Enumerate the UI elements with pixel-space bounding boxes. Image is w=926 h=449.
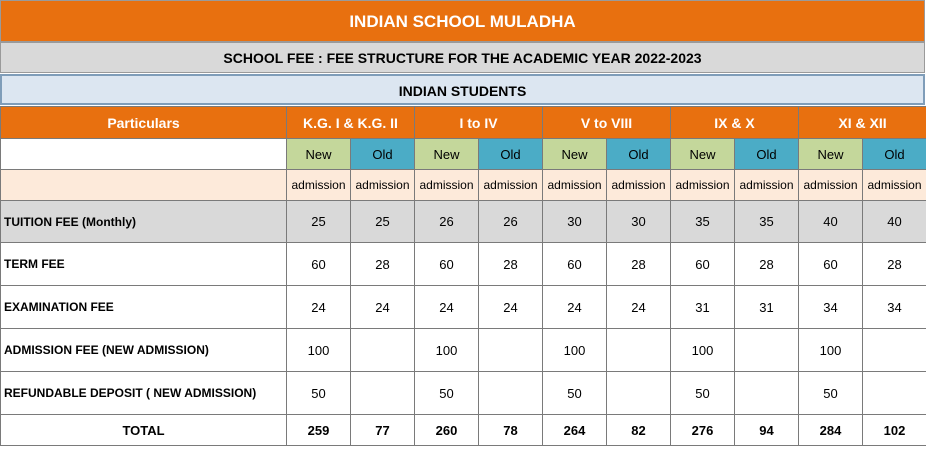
total-cell: 77 bbox=[351, 415, 415, 446]
total-row bbox=[1, 415, 926, 446]
admission-subheader: admission bbox=[543, 170, 607, 201]
old-header: Old bbox=[351, 139, 415, 170]
row-label: EXAMINATION FEE bbox=[1, 286, 287, 329]
row-label: ADMISSION FEE (NEW ADMISSION) bbox=[1, 329, 287, 372]
fee-cell bbox=[863, 329, 926, 372]
row-label: REFUNDABLE DEPOSIT ( NEW ADMISSION) bbox=[1, 372, 287, 415]
total-cell: 259 bbox=[287, 415, 351, 446]
group-header-5-8: V to VIII bbox=[543, 107, 671, 139]
fee-structure-subtitle: SCHOOL FEE : FEE STRUCTURE FOR THE ACADEMIC YEAR 2022-2023 bbox=[0, 42, 925, 73]
fee-cell: 24 bbox=[415, 286, 479, 329]
fee-cell bbox=[607, 329, 671, 372]
fee-cell: 60 bbox=[415, 243, 479, 286]
header-blank-cell bbox=[1, 139, 287, 170]
fee-cell bbox=[735, 372, 799, 415]
total-cell: 78 bbox=[479, 415, 543, 446]
new-header: New bbox=[415, 139, 479, 170]
fee-cell: 34 bbox=[863, 286, 926, 329]
admission-subheader: admission bbox=[607, 170, 671, 201]
fee-cell: 40 bbox=[863, 201, 926, 243]
fee-cell: 24 bbox=[351, 286, 415, 329]
old-header: Old bbox=[607, 139, 671, 170]
fee-cell: 60 bbox=[543, 243, 607, 286]
fee-cell: 24 bbox=[543, 286, 607, 329]
fee-cell: 24 bbox=[287, 286, 351, 329]
fee-cell bbox=[351, 372, 415, 415]
admission-subheader: admission bbox=[671, 170, 735, 201]
fee-cell: 50 bbox=[799, 372, 863, 415]
fee-cell: 100 bbox=[415, 329, 479, 372]
header-blank-cell bbox=[1, 170, 287, 201]
fee-cell: 60 bbox=[671, 243, 735, 286]
header-row-admission bbox=[1, 170, 926, 201]
admission-subheader: admission bbox=[735, 170, 799, 201]
fee-cell: 26 bbox=[479, 201, 543, 243]
new-header: New bbox=[671, 139, 735, 170]
fee-cell: 60 bbox=[287, 243, 351, 286]
fee-cell: 28 bbox=[607, 243, 671, 286]
fee-cell: 50 bbox=[671, 372, 735, 415]
fee-cell: 25 bbox=[351, 201, 415, 243]
fee-cell: 30 bbox=[607, 201, 671, 243]
total-cell: 264 bbox=[543, 415, 607, 446]
old-header: Old bbox=[735, 139, 799, 170]
total-cell: 94 bbox=[735, 415, 799, 446]
fee-cell bbox=[351, 329, 415, 372]
fee-cell: 100 bbox=[287, 329, 351, 372]
group-header-9-10: IX & X bbox=[671, 107, 799, 139]
admission-subheader: admission bbox=[351, 170, 415, 201]
fee-table bbox=[0, 106, 926, 446]
fee-cell: 50 bbox=[543, 372, 607, 415]
new-header: New bbox=[799, 139, 863, 170]
school-title: INDIAN SCHOOL MULADHA bbox=[0, 0, 925, 42]
fee-cell: 35 bbox=[671, 201, 735, 243]
fee-cell: 100 bbox=[799, 329, 863, 372]
term-fee-row bbox=[1, 243, 926, 286]
fee-cell: 100 bbox=[671, 329, 735, 372]
fee-cell bbox=[607, 372, 671, 415]
group-header-1-4: I to IV bbox=[415, 107, 543, 139]
fee-cell: 25 bbox=[287, 201, 351, 243]
total-cell: 260 bbox=[415, 415, 479, 446]
admission-subheader: admission bbox=[863, 170, 926, 201]
old-header: Old bbox=[863, 139, 926, 170]
fee-cell: 28 bbox=[479, 243, 543, 286]
admission-subheader: admission bbox=[287, 170, 351, 201]
group-header-11-12: XI & XII bbox=[799, 107, 926, 139]
fee-cell: 26 bbox=[415, 201, 479, 243]
examination-fee-row bbox=[1, 286, 926, 329]
header-row-groups bbox=[1, 107, 926, 139]
particulars-header: Particulars bbox=[1, 107, 287, 139]
fee-cell: 28 bbox=[351, 243, 415, 286]
total-cell: 284 bbox=[799, 415, 863, 446]
old-header: Old bbox=[479, 139, 543, 170]
total-cell: 276 bbox=[671, 415, 735, 446]
fee-cell: 100 bbox=[543, 329, 607, 372]
fee-cell bbox=[863, 372, 926, 415]
header-row-types bbox=[1, 139, 926, 170]
fee-cell bbox=[735, 329, 799, 372]
fee-cell: 50 bbox=[287, 372, 351, 415]
total-label: TOTAL bbox=[1, 415, 287, 446]
fee-cell: 31 bbox=[671, 286, 735, 329]
new-header: New bbox=[543, 139, 607, 170]
tuition-fee-row bbox=[1, 201, 926, 243]
fee-cell: 50 bbox=[415, 372, 479, 415]
fee-cell: 34 bbox=[799, 286, 863, 329]
admission-subheader: admission bbox=[479, 170, 543, 201]
fee-cell: 30 bbox=[543, 201, 607, 243]
admission-subheader: admission bbox=[415, 170, 479, 201]
fee-cell: 40 bbox=[799, 201, 863, 243]
fee-cell bbox=[479, 372, 543, 415]
fee-cell: 35 bbox=[735, 201, 799, 243]
new-header: New bbox=[287, 139, 351, 170]
fee-cell: 28 bbox=[735, 243, 799, 286]
refundable-deposit-row bbox=[1, 372, 926, 415]
total-cell: 82 bbox=[607, 415, 671, 446]
fee-cell: 28 bbox=[863, 243, 926, 286]
admission-fee-row bbox=[1, 329, 926, 372]
admission-subheader: admission bbox=[799, 170, 863, 201]
total-cell: 102 bbox=[863, 415, 926, 446]
row-label: TUITION FEE (Monthly) bbox=[1, 201, 287, 243]
fee-cell: 24 bbox=[607, 286, 671, 329]
fee-cell: 31 bbox=[735, 286, 799, 329]
fee-cell: 24 bbox=[479, 286, 543, 329]
section-heading: INDIAN STUDENTS bbox=[0, 74, 925, 105]
row-label: TERM FEE bbox=[1, 243, 287, 286]
fee-cell bbox=[479, 329, 543, 372]
group-header-kg: K.G. I & K.G. II bbox=[287, 107, 415, 139]
fee-cell: 60 bbox=[799, 243, 863, 286]
